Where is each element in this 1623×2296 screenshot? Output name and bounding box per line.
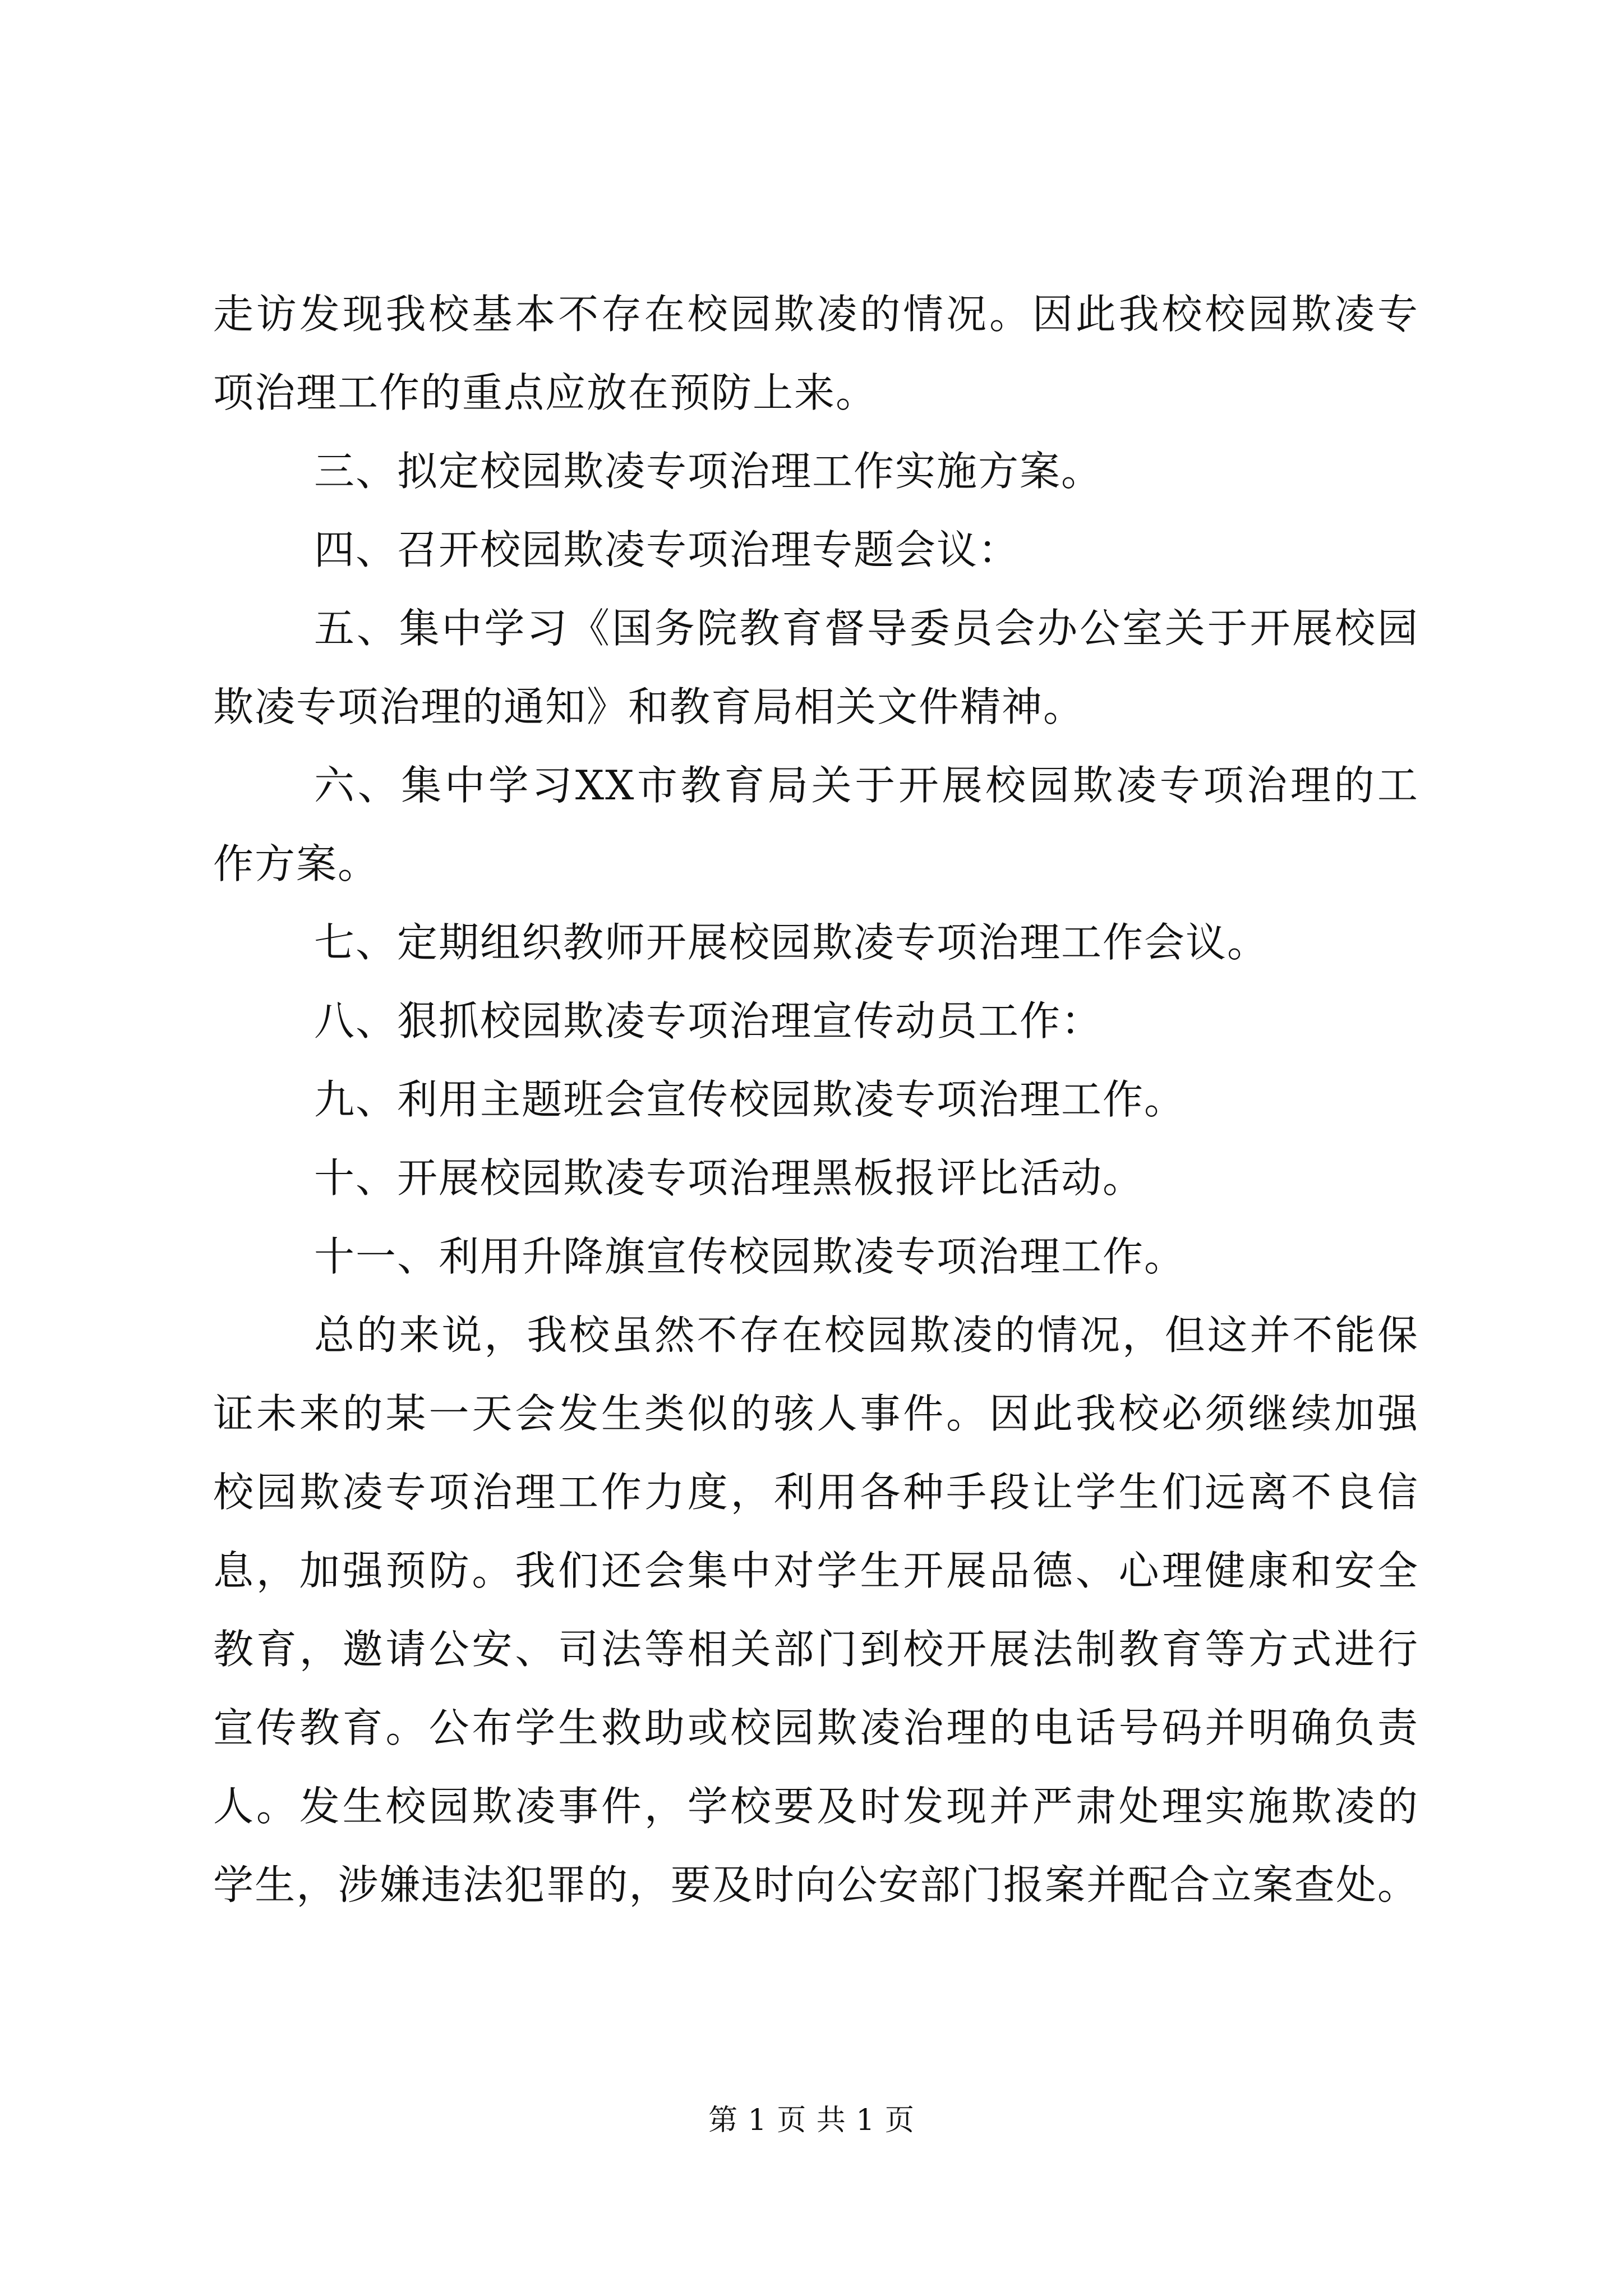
text-line: 五、集中学习《国务院教育督导委员会办公室关于开展校园 xyxy=(314,605,1419,652)
text-line: 六、集中学习XX市教育局关于开展校园欺凌专项治理的工 xyxy=(314,762,1419,809)
text-line: 走访发现我校基本不存在校园欺凌的情况。因此我校校园欺凌专 xyxy=(213,291,1419,338)
text-line: 总的来说，我校虽然不存在校园欺凌的情况，但这并不能保 xyxy=(314,1312,1419,1359)
text-line: 校园欺凌专项治理工作力度，利用各种手段让学生们远离不良信 xyxy=(213,1469,1419,1516)
text-line: 学生，涉嫌违法犯罪的，要及时向公安部门报案并配合立案查处。 xyxy=(213,1861,1419,1908)
text-line: 教育，邀请公安、司法等相关部门到校开展法制教育等方式进行 xyxy=(213,1626,1419,1673)
text-line: 息，加强预防。我们还会集中对学生开展品德、心理健康和安全 xyxy=(213,1547,1419,1594)
page-footer: 第 1 页 共 1 页 xyxy=(708,2104,915,2137)
text-line: 四、召开校园欺凌专项治理专题会议： xyxy=(314,526,1020,573)
text-line: 证未来的某一天会发生类似的骇人事件。因此我校必须继续加强 xyxy=(213,1390,1419,1437)
text-line: 十、开展校园欺凌专项治理黑板报评比活动。 xyxy=(314,1154,1145,1202)
document-page xyxy=(213,0,1419,2296)
text-line: 项治理工作的重点应放在预防上来。 xyxy=(213,369,878,416)
text-line: 七、定期组织教师开展校园欺凌专项治理工作会议。 xyxy=(314,919,1269,966)
text-line: 欺凌专项治理的通知》和教育局相关文件精神。 xyxy=(213,683,1085,730)
text-line: 宣传教育。公布学生救助或校园欺凌治理的电话号码并明确负责 xyxy=(213,1704,1419,1751)
text-line: 作方案。 xyxy=(213,840,380,887)
text-line: 八、狠抓校园欺凌专项治理宣传动员工作： xyxy=(314,997,1103,1045)
text-line: 十一、利用升降旗宣传校园欺凌专项治理工作。 xyxy=(314,1233,1186,1280)
text-line: 三、拟定校园欺凌专项治理工作实施方案。 xyxy=(314,448,1103,495)
text-line: 人。发生校园欺凌事件，学校要及时发现并严肃处理实施欺凌的 xyxy=(213,1783,1419,1830)
text-line: 九、利用主题班会宣传校园欺凌专项治理工作。 xyxy=(314,1076,1186,1123)
